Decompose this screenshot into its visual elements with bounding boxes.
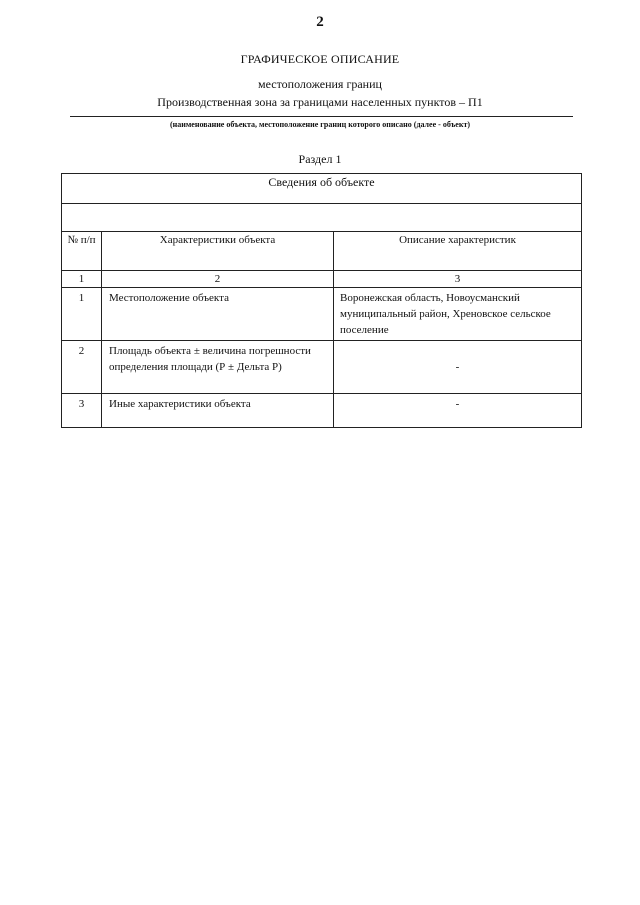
section-title: Раздел 1 <box>298 152 342 166</box>
object-info-table <box>61 173 582 428</box>
row-description: - <box>334 341 582 394</box>
row-characteristic: Местоположение объекта <box>102 288 334 341</box>
column-header-characteristics: Характеристики объекта <box>102 232 334 271</box>
row-number: 1 <box>62 288 102 341</box>
table-row <box>62 394 582 428</box>
object-name-caption: (наименование объекта, местоположение границ которого описано (далее - объект) <box>169 120 471 129</box>
table-header-row <box>62 174 582 204</box>
column-number: 3 <box>334 271 582 288</box>
page-number: 2 <box>316 14 324 30</box>
row-description: - <box>334 394 582 428</box>
table-empty-cell <box>62 204 582 232</box>
table-row <box>62 288 582 341</box>
column-header-num: № п/п <box>62 232 102 271</box>
column-number: 1 <box>62 271 102 288</box>
object-name-underline <box>70 116 573 117</box>
table-column-numbers <box>62 271 582 288</box>
column-header-description: Описание характеристик <box>334 232 582 271</box>
document-title: ГРАФИЧЕСКОЕ ОПИСАНИЕ <box>240 52 400 66</box>
column-number: 2 <box>102 271 334 288</box>
row-description: Воронежская область, Новоусманский муниципальный район, Хреновское сельское поселение <box>334 288 582 341</box>
table-header: Сведения об объекте <box>62 174 582 204</box>
table-empty-row <box>62 204 582 232</box>
document-subtitle: местоположения границ <box>258 77 382 91</box>
row-characteristic: Иные характеристики объекта <box>102 394 334 428</box>
row-number: 2 <box>62 341 102 394</box>
table-row <box>62 341 582 394</box>
row-characteristic: Площадь объекта ± величина погрешности определения площади (Р ± Дельта Р) <box>102 341 334 394</box>
row-number: 3 <box>62 394 102 428</box>
table-column-headers <box>62 232 582 271</box>
object-name: Производственная зона за границами населенных пунктов – П1 <box>157 95 483 109</box>
